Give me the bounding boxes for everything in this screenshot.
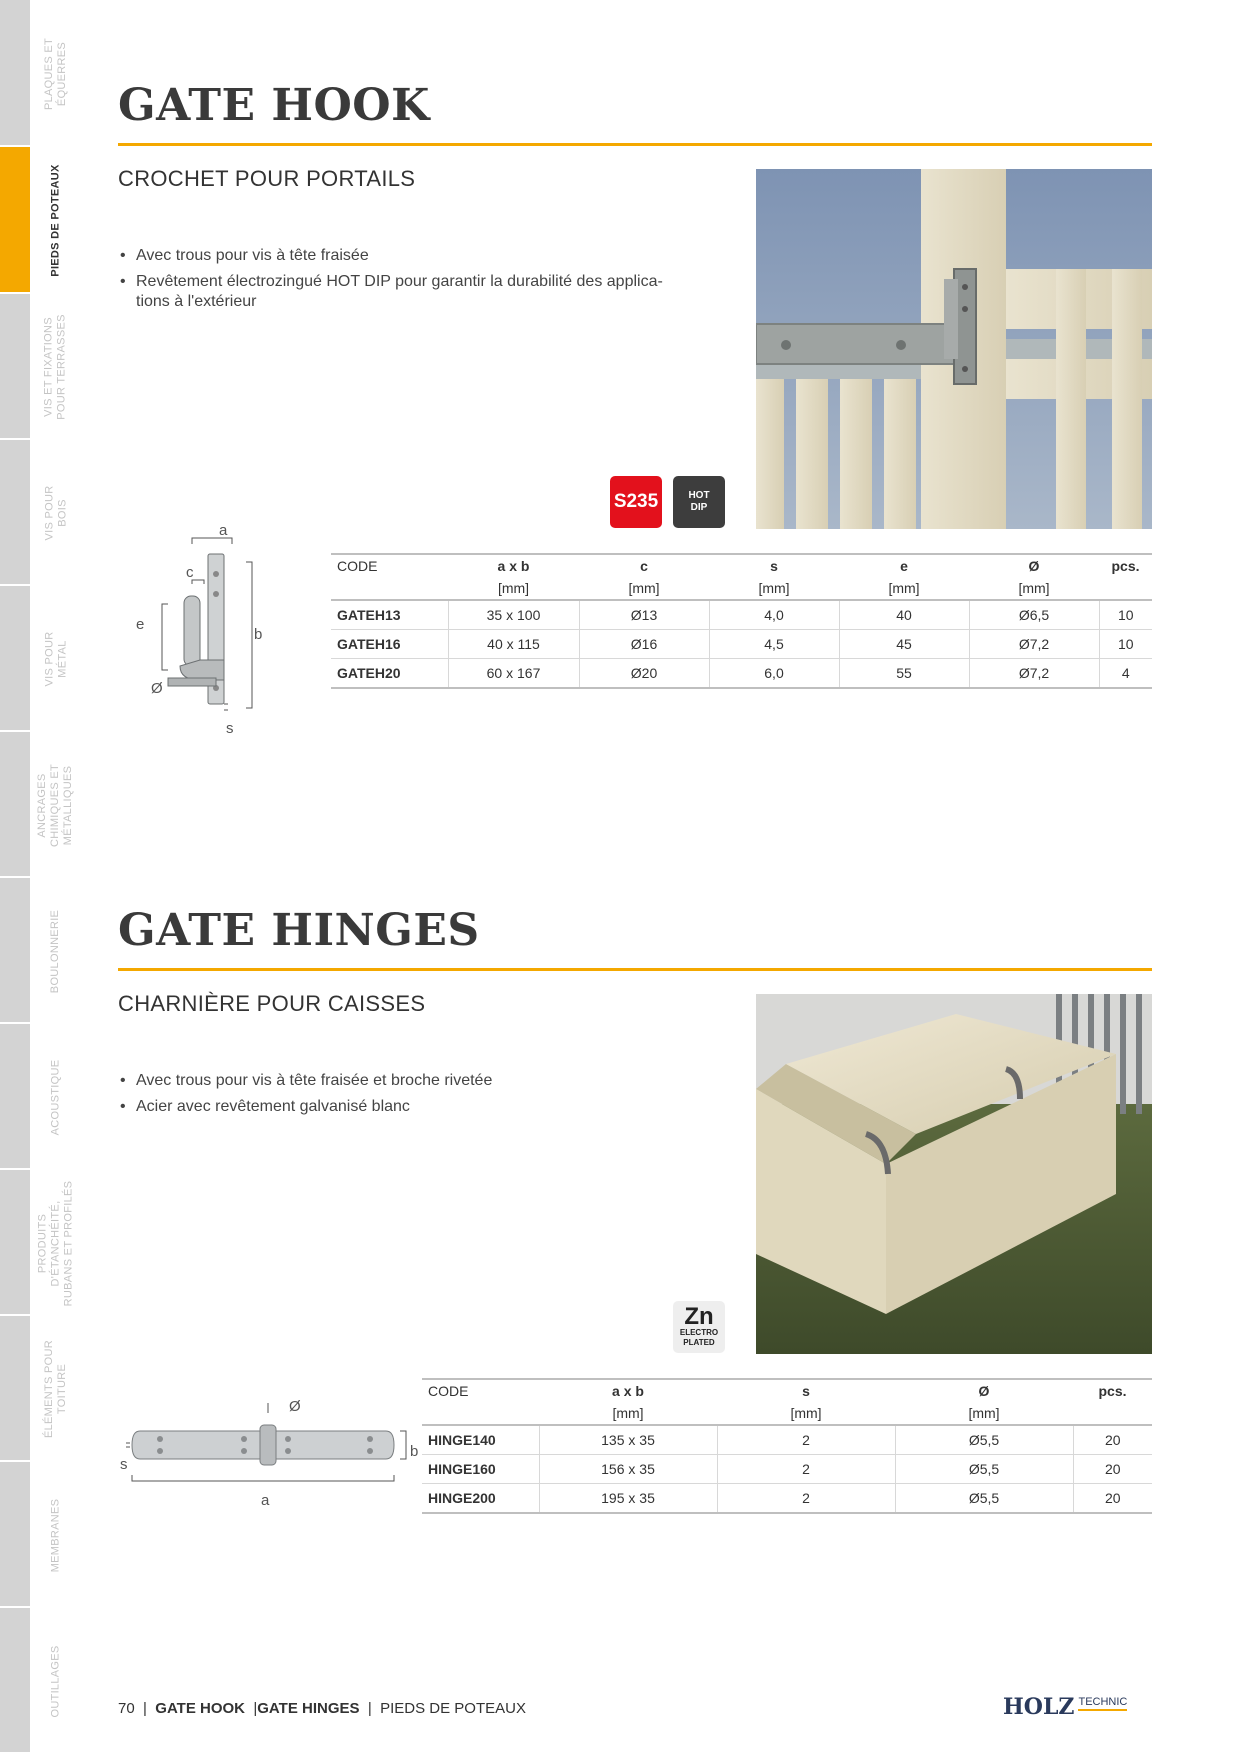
- gate-hook-spec-table: [331, 553, 1152, 689]
- bullet-item: • Avec trous pour vis à tête fraisée: [118, 246, 718, 266]
- table-cell: 2: [717, 1484, 895, 1514]
- bullet-item: • Acier avec revêtement galvanisé blanc: [118, 1097, 718, 1117]
- unit-header: [1099, 577, 1152, 600]
- table-cell: 20: [1073, 1455, 1152, 1484]
- unit-header: [mm]: [448, 577, 579, 600]
- table-row: [422, 1455, 1152, 1484]
- table-cell: 20: [1073, 1425, 1152, 1455]
- table-row: [331, 630, 1152, 659]
- diagram-label-s: s: [226, 720, 234, 737]
- hot-dip-line2: DIP: [690, 502, 708, 513]
- column-header: a x b: [539, 1379, 717, 1402]
- diagram-label-e: e: [136, 616, 145, 633]
- unit-header: [mm]: [839, 577, 969, 600]
- gate-photo-illustration: [756, 169, 1152, 529]
- sidebar-label: OUTILLAGES: [49, 1644, 62, 1718]
- unit-header: [mm]: [969, 577, 1099, 600]
- hinge-label-phi: Ø: [289, 1398, 301, 1415]
- gate-hinges-photo: [756, 994, 1152, 1354]
- sidebar-label: PRODUITS D'ÉTANCHÉITÉ, RUBANS ET PROFILÉS: [36, 1180, 75, 1306]
- table-cell: Ø5,5: [895, 1455, 1073, 1484]
- logo-technic: TECHNIC: [1078, 1696, 1127, 1711]
- table-cell: GATEH20: [331, 659, 448, 689]
- table-row: [422, 1484, 1152, 1514]
- footer-separator: |: [367, 1700, 372, 1717]
- table-cell: 45: [839, 630, 969, 659]
- table-cell: Ø7,2: [969, 659, 1099, 689]
- table-cell: 40 x 115: [448, 630, 579, 659]
- footer-separator: |: [143, 1700, 147, 1717]
- sidebar-tab-outillages[interactable]: [0, 1608, 30, 1754]
- sidebar-tab-vis-metal[interactable]: [0, 586, 30, 732]
- sidebar-label: BOULONNERIE: [49, 909, 62, 993]
- gate-hinges-rule: [118, 968, 1152, 971]
- table-cell: 195 x 35: [539, 1484, 717, 1514]
- sidebar-tab-boulonnerie[interactable]: [0, 878, 30, 1024]
- gate-hinges-title: GATE HINGES: [118, 905, 480, 956]
- sidebar-tab-vis-terrasses[interactable]: [0, 294, 30, 440]
- table-cell: Ø20: [579, 659, 709, 689]
- bullet-item: • Revêtement électrozingué HOT DIP pour garantir la durabilité des applica- tions à l'extérieur: [118, 272, 718, 312]
- gate-hook-title: GATE HOOK: [118, 80, 430, 131]
- table-cell: Ø5,5: [895, 1484, 1073, 1514]
- table-cell: Ø7,2: [969, 630, 1099, 659]
- table-cell: 135 x 35: [539, 1425, 717, 1455]
- s235-badge: S235: [610, 476, 662, 528]
- unit-header: [331, 577, 448, 600]
- zn-electro-plated-badge: [673, 1301, 725, 1353]
- table-cell: 40: [839, 600, 969, 630]
- zn-badge-line1: ELECTRO: [679, 1328, 719, 1337]
- column-header: s: [709, 554, 839, 577]
- sidebar-tab-toiture[interactable]: [0, 1316, 30, 1462]
- sidebar-label: PLAQUES ET ÉQUERRES: [43, 37, 69, 110]
- hinge-label-a: a: [261, 1492, 270, 1509]
- sidebar-label: ANCRAGES CHIMIQUES ET MÉTALLIQUES: [36, 763, 75, 847]
- table-cell: 55: [839, 659, 969, 689]
- column-header: CODE: [331, 554, 448, 577]
- table-cell: 2: [717, 1455, 895, 1484]
- sidebar-label: VIS ET FIXATIONS POUR TERRASSES: [43, 314, 68, 420]
- table-cell: HINGE160: [422, 1455, 539, 1484]
- table-cell: HINGE140: [422, 1425, 539, 1455]
- sidebar-tab-membranes[interactable]: [0, 1462, 30, 1608]
- sidebar-tab-ancrages[interactable]: [0, 732, 30, 878]
- table-row: [331, 659, 1152, 689]
- gate-hinges-spec-table: [422, 1378, 1152, 1514]
- sidebar-tab-acoustique[interactable]: [0, 1024, 30, 1170]
- unit-header: [mm]: [717, 1402, 895, 1425]
- column-header: s: [717, 1379, 895, 1402]
- gate-hook-bullets: [118, 246, 718, 318]
- column-header: a x b: [448, 554, 579, 577]
- holz-technic-logo: [1003, 1694, 1127, 1720]
- table-cell: 20: [1073, 1484, 1152, 1514]
- unit-header: [1073, 1402, 1152, 1425]
- diagram-label-c: c: [186, 564, 194, 581]
- table-cell: Ø13: [579, 600, 709, 630]
- table-cell: 2: [717, 1425, 895, 1455]
- sidebar-tab-vis-bois[interactable]: [0, 440, 30, 586]
- table-cell: Ø16: [579, 630, 709, 659]
- column-header: CODE: [422, 1379, 539, 1402]
- category-sidebar: [0, 0, 30, 1754]
- sidebar-tab-plaques[interactable]: [0, 0, 30, 147]
- page-number: 70: [118, 1700, 135, 1717]
- gate-hook-subtitle: CROCHET POUR PORTAILS: [118, 166, 416, 191]
- table-row: [331, 600, 1152, 630]
- table-cell: GATEH13: [331, 600, 448, 630]
- zn-badge-line2: PLATED: [683, 1338, 715, 1347]
- table-row: [422, 1425, 1152, 1455]
- sidebar-label: ÉLÉMENTS POUR TOITURE: [43, 1339, 68, 1439]
- sidebar-label-active: PIEDS DE POTEAUX: [49, 164, 62, 277]
- table-cell: 60 x 167: [448, 659, 579, 689]
- gate-hinges-subtitle: CHARNIÈRE POUR CAISSES: [118, 991, 426, 1016]
- sidebar-label: VIS POUR BOIS: [43, 485, 68, 541]
- hinge-diagram: [118, 1395, 428, 1485]
- hot-dip-badge: [673, 476, 725, 528]
- column-header: Ø: [895, 1379, 1073, 1402]
- sidebar-tab-etancheite[interactable]: [0, 1170, 30, 1316]
- table-cell: 35 x 100: [448, 600, 579, 630]
- table-cell: 4: [1099, 659, 1152, 689]
- zn-badge-symbol: Zn: [684, 1303, 714, 1330]
- table-cell: Ø6,5: [969, 600, 1099, 630]
- gate-hinges-bullets: [118, 1071, 718, 1123]
- table-cell: 10: [1099, 630, 1152, 659]
- bullet-item: • Avec trous pour vis à tête fraisée et broche rivetée: [118, 1071, 718, 1091]
- footer-gate-hinges-link[interactable]: GATE HINGES: [257, 1700, 360, 1717]
- unit-header: [422, 1402, 539, 1425]
- hinge-label-b: b: [410, 1443, 419, 1460]
- table-cell: 156 x 35: [539, 1455, 717, 1484]
- column-header: Ø: [969, 554, 1099, 577]
- sidebar-label: ACOUSTIQUE: [49, 1059, 62, 1135]
- logo-holz: HOLZ: [1003, 1694, 1075, 1720]
- hinge-label-s: s: [120, 1456, 128, 1473]
- footer-separator: |: [253, 1700, 258, 1717]
- table-cell: HINGE200: [422, 1484, 539, 1514]
- table-cell: 4,0: [709, 600, 839, 630]
- column-header: pcs.: [1099, 554, 1152, 577]
- table-cell: 4,5: [709, 630, 839, 659]
- unit-header: [mm]: [579, 577, 709, 600]
- footer-gate-hook-link[interactable]: GATE HOOK: [155, 1700, 246, 1717]
- diagram-label-phi: Ø: [151, 680, 163, 697]
- unit-header: [mm]: [539, 1402, 717, 1425]
- table-cell: Ø5,5: [895, 1425, 1073, 1455]
- column-header: pcs.: [1073, 1379, 1152, 1402]
- crate-photo-illustration: [756, 994, 1152, 1354]
- column-header: e: [839, 554, 969, 577]
- sidebar-label: MEMBRANES: [49, 1498, 62, 1572]
- footer-category: PIEDS DE POTEAUX: [380, 1700, 526, 1717]
- table-cell: GATEH16: [331, 630, 448, 659]
- hot-dip-line1: HOT: [688, 490, 710, 501]
- page-footer: [118, 1700, 526, 1717]
- column-header: c: [579, 554, 709, 577]
- gate-hook-rule: [118, 143, 1152, 146]
- diagram-label-a: a: [219, 522, 228, 539]
- table-cell: 10: [1099, 600, 1152, 630]
- unit-header: [mm]: [895, 1402, 1073, 1425]
- table-cell: 6,0: [709, 659, 839, 689]
- gate-hook-photo: [756, 169, 1152, 529]
- sidebar-label: VIS POUR MÉTAL: [43, 631, 68, 687]
- sidebar-tab-pieds-de-poteaux[interactable]: [0, 147, 30, 294]
- diagram-label-b: b: [254, 626, 263, 643]
- unit-header: [mm]: [709, 577, 839, 600]
